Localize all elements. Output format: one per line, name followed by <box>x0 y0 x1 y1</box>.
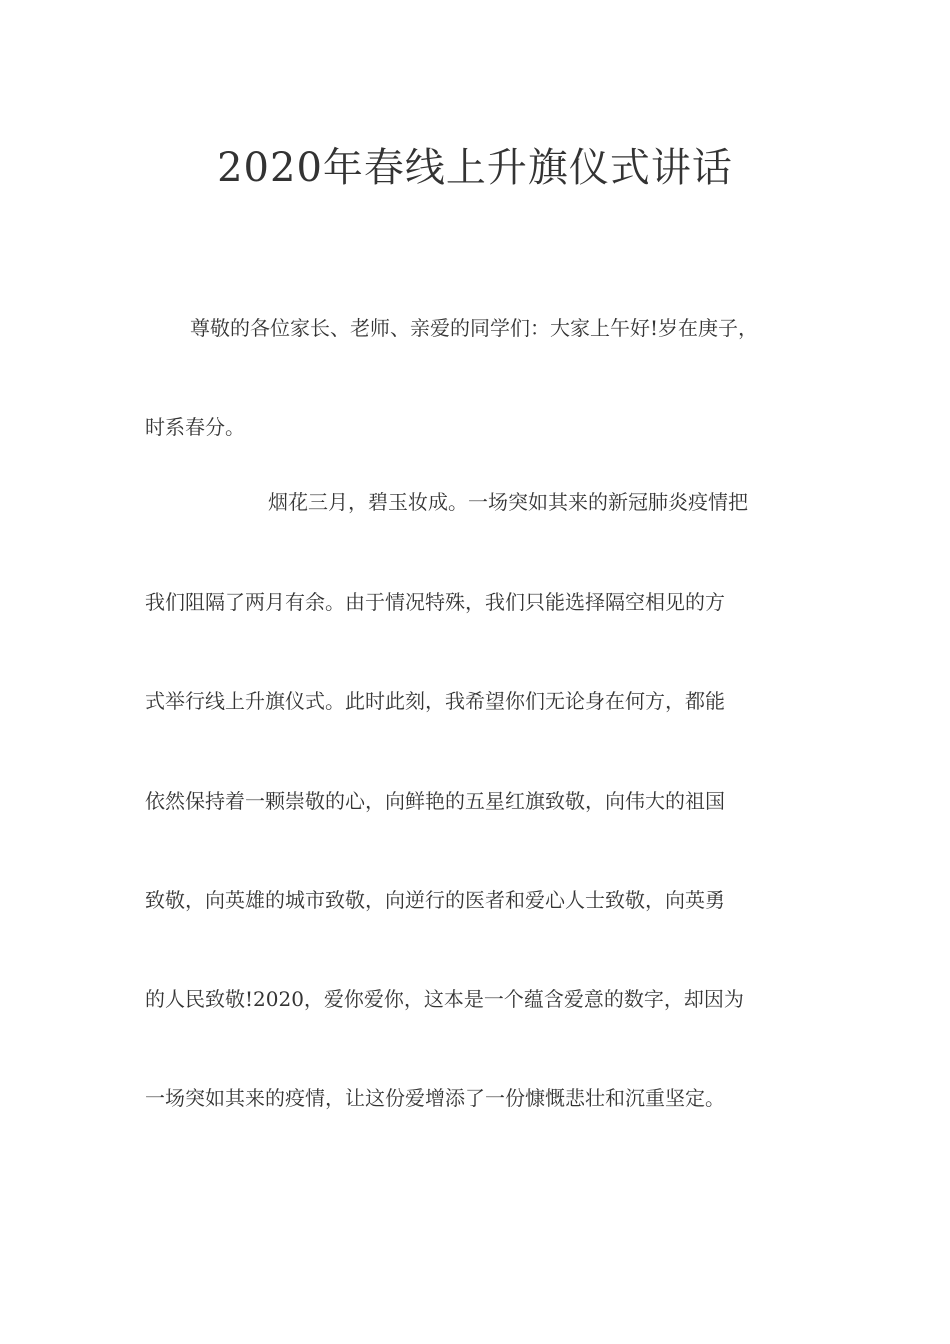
paragraph-line: 我们阻隔了两月有余。由于情况特殊，我们只能选择隔空相见的方 <box>145 590 725 614</box>
paragraph-line: 式举行线上升旗仪式。此时此刻，我希望你们无论身在何方，都能 <box>145 689 725 713</box>
paragraph-line: 依然保持着一颗崇敬的心，向鲜艳的五星红旗致敬，向伟大的祖国 <box>145 789 725 813</box>
paragraph-line: 的人民致敬!2020，爱你爱你，这本是一个蕴含爱意的数字，却因为 <box>145 987 744 1011</box>
paragraph-line: 时系春分。 <box>145 415 245 439</box>
paragraph-line: 致敬，向英雄的城市致敬，向逆行的医者和爱心人士致敬，向英勇 <box>145 888 725 912</box>
paragraph-line: 烟花三月，碧玉妆成。一场突如其来的新冠肺炎疫情把 <box>268 490 748 514</box>
paragraph-line: 尊敬的各位家长、老师、亲爱的同学们：大家上午好!岁在庚子， <box>190 316 759 340</box>
paragraph-line: 一场突如其来的疫情，让这份爱增添了一份慷慨悲壮和沉重坚定。 <box>145 1086 725 1110</box>
document-title: 2020年春线上升旗仪式讲话 <box>217 145 733 191</box>
